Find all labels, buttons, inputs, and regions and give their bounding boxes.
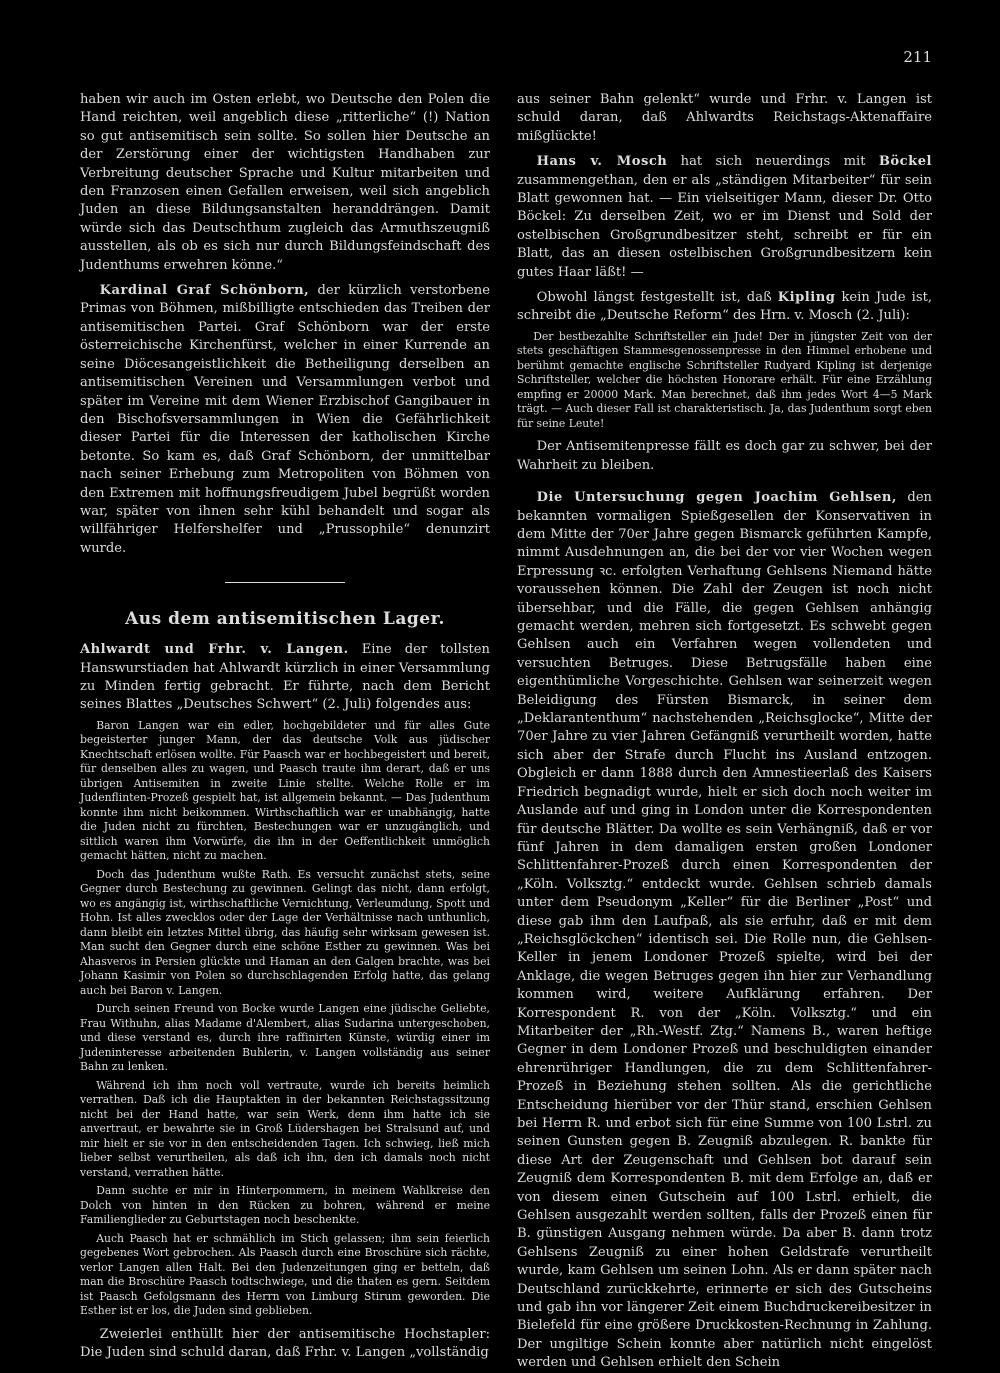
quote-paragraph: Auch Paasch hat er schmählich im Stich gelassen; ihm sein feierlich gegebenes Wort gebrochen. Als Paasch durch eine Broschüre sich rächte, verlor Langen allen Halt. Bei den Judenzeitungen ging er betteln, daß man die Broschüre Paasch todtschwiege, und die thaten es gern. Seitdem ist Paasch Gefolgsmann des Herrn von Limburg Stirum geworden. Die Esther ist er los, die Juden sind geblieben. bbox=[80, 1231, 490, 1318]
paragraph-text: kein Jude ist, schreibt die „Deutsche Reform“ des Hrn. v. Mosch (2. Juli): bbox=[517, 290, 932, 324]
paragraph-gehlsen bbox=[517, 489, 932, 1373]
left-column bbox=[80, 91, 490, 1363]
section-divider bbox=[225, 582, 345, 583]
section-title: Aus dem antisemitischen Lager. bbox=[125, 609, 445, 630]
quote-paragraph: Doch das Judenthum wußte Rath. Es versucht zunächst stets, seine Gegner durch Bestechung zu gewinnen. Gelingt das nicht, dann erfolgt, wo es angängig ist, wirthschaftliche Vernichtung, Verleumdung, Spott und Hohn. Ist alles zwecklos oder der Lage der Verhältnisse nach unthunlich, dann bleibt ein letztes Mittel übrig, das häufig sehr wirksam gewesen ist. Man sucht den Gegner durch eine schöne Esther zu gewinnen. Was bei Ahasveros in Persien glückte und Haman an den Galgen brachte, was bei Johann Kasimir von Polen so durchschlagenden Erfolg hatte, das gelang auch bei Baron v. Langen. bbox=[80, 867, 490, 997]
quote-paragraph: Baron Langen war ein edler, hochgebildeter und für alles Gute begeisterter junger Mann, der das deutsche Volk aus jüdischer Knechtschaft erlösen wollte. Für Paasch war er hochbegeistert und bereit, für denselben alles zu wagen, und Paasch traute ihm derart, daß er uns übrigen Antisemiten in zweite Linie stellte. Welche Rolle er im Judenflinten-Prozeß gespielt hat, ist allgemein bekannt. — Das Judenthum konnte ihm nicht beikommen. Wirthschaftlich war er unabhängig, hatte die Juden nicht zu fürchten, Bestechungen war er unzugänglich, und sittlich waren ihm Vorwürfe, die ihn in der Oeffentlichkeit unmöglich gemacht hätten, nicht zu machen. bbox=[80, 718, 490, 863]
lead-heading: Ahlwardt und Frhr. v. Langen. bbox=[80, 642, 349, 658]
paragraph-kipling bbox=[517, 289, 932, 326]
paragraph-text: hat sich neuerdings mit bbox=[667, 154, 879, 170]
lead-heading: Die Untersuchung gegen Joachim Gehlsen, bbox=[536, 490, 897, 506]
lead-name: Böckel bbox=[878, 154, 932, 170]
paragraph: aus seiner Bahn gelenkt“ wurde und Frhr. v. Langen ist schuld daran, daß Ahlwardts Reichstags-Aktenaffaire mißglückte! bbox=[517, 92, 932, 144]
lead-heading: Kardinal Graf Schönborn, bbox=[99, 283, 310, 299]
paragraph: Zweierlei enthüllt hier der antisemitische Hochstapler: Die Juden sind schuld daran, daß Frhr. v. Langen „vollständig bbox=[80, 1326, 490, 1361]
paragraph-text: den bekannten vormaligen Spießgesellen der Konservativen in dem Mitte der 70er Jahre gegen Bismarck geführten Kampfe, nimmt Ausdehnungen an, die bei der vor vier Wochen wegen Erpressung ꝛc. erfolgten Verhaftung Gehlsens Niemand hätte voraussehen können. Die Zahl der Zeugen ist noch nicht übersehbar, und die Fälle, die gegen Gehlsen anhängig gemacht werden, mehren sich fortgesetzt. Es schwebt gegen Gehlsen auch ein Verfahren wegen vollendeten und versuchten Betruges. Diese Betrugsfälle haben eine eigenthümliche Vorgeschichte. Gehlsen war seinerzeit wegen Beleidigung des Fürsten Bismarck, in seiner dem „Deklarantenthum“ nachstehenden „Reichsglocke“, Mitte der 70er Jahre zu vier Jahren Gefängniß verurtheilt worden, hatte sich aber der Strafe durch Flucht ins Ausland entzogen. Obgleich er dann 1888 durch den Amnestieerlaß des Kaisers Friedrich begnadigt wurde, hielt er sich doch noch weiter im Auslande auf und ging in London unter die Korrespondenten für deutsche Blätter. Da wollte es sein Verhängniß, daß er vor fünf Jahren in dem damaligen ersten großen Londoner Schlittenfahrer-Prozeß durch einen Korrespondenten der „Köln. Volksztg.“ entdeckt wurde. Gehlsen schrieb damals unter dem Pseudonym „Keller“ für die Berliner „Post“ und diese gab ihm den Laufpaß, als sie erfuhr, daß er mit dem „Reichsglöckchen“ identisch sei. Die Rolle nun, die Gehlsen-Keller in jenem Londoner Prozeß spielte, wird bei der Anklage, die wegen Betruges gegen ihn hier zur Verhandlung kommen wird, weitere Aufklärung erfahren. Der Korrespondent R. von der „Köln. Volksztg.“ und ein Mitarbeiter der „Rh.-Westf. Ztg.“ Namens B., waren heftige Gegner in dem Londoner Prozeß und beschuldigten einander ehrenrühriger Handlungen, die zu dem Schlittenfahrer-Prozeß in Beziehung stehen sollten. Als die gerichtliche Entscheidung hierüber vor der Thür stand, erschien Gehlsen bei Herrn R. und erbot sich für eine Summe von 100 Lstrl. zu seinen Gunsten gegen B. Zeugniß abzulegen. R. bankte für diese Art der Zeugenschaft und Gehlsen bot darauf sein Zeugniß dem Korrespondenten B. mit dem Erfolge an, daß er von diesem einen Gutschein auf 100 Lstrl. erhielt, die Gehlsen ausgezahlt werden sollten, falls der Prozeß einen für B. günstigen Ausgang nehmen würde. Da aber B. dann trotz Gehlsens Zeugniß zu einer hohen Geldstrafe verurtheilt wurde, kam Gehlsen um seinen Lohn. Als er dann später nach Deutschland zurückkehrte, erinnerte er sich des Gutscheins und gab ihn vor längerer Zeit einem Buchdruckereibesitzer in Bielefeld für eine größere Druckkosten-Rechnung in Zahlung. Der ungiltige Schein konnte aber natürlich nicht eingelöst werden und Gehlsen erhielt den Schein bbox=[517, 490, 932, 1371]
quote-paragraph: Der bestbezahlte Schriftsteller ein Jude! Der in jüngster Zeit von der stets geschäftigen Stammesgenossenpresse in den Himmel erhobene und berühmt gemachte englische Schriftsteller Rudyard Kipling ist derjenige Schriftsteller, welcher die höchsten Honorare erhält. Für eine Erzählung empfing er 20000 Mark. Man berechnet, daß ihm jedes Wort 4—5 Mark trägt. — Auch dieser Fall ist charakteristisch. Ja, das Judenthum sorgt eben für seine Leute! bbox=[517, 329, 932, 430]
quote-paragraph: Dann suchte er mir in Hinterpommern, in meinem Wahlkreise den Dolch von hinten in den Rücken zu bohren, während er meine Familienglieder zu Geburtstagen noch beschenkte. bbox=[80, 1184, 490, 1227]
paragraph: haben wir auch im Osten erlebt, wo Deutsche den Polen die Hand reichten, weil angeblich diese „ritterliche“ (!) Nation so gut antisemitisch sein sollte. So sollen hier Deutsche an der Zerstörung einer der wichtigsten Handhaben zur Verbreitung deutscher Sprache und Kultur mitarbeiten und den Franzosen einen Gefallen erweisen, weil sich angeblich Juden an diese Bildungsanstalten heranddrängen. Damit würde sich das Deutschthum zugleich das Armuthszeugniß ausstellen, als ob es sich nur durch Bildungsfeindschaft des Judenthums erwehren könne.“ bbox=[80, 92, 490, 273]
paragraph-mosch bbox=[517, 153, 932, 282]
paragraph-text: Obwohl längst festgestellt ist, daß bbox=[536, 290, 778, 306]
paragraph-text: zusammengethan, den er als „ständigen Mitarbeiter“ für sein Blatt gewonnen hat. — Ein vielseitiger Mann, dieser Dr. Otto Böckel: Zu derselben Zeit, wo er im Dienst und Sold der ostelbischen Großgrundbesitzer steht, schreibt er für ein Blatt, das an diesen ostelbischen Großgrundbesitzern kein gutes Haar läßt! — bbox=[517, 172, 932, 280]
paragraph-schoenborn bbox=[80, 282, 490, 558]
page-number: 211 bbox=[903, 48, 932, 66]
right-column bbox=[517, 91, 932, 1373]
paragraph-ahlwardt bbox=[80, 641, 490, 715]
quote-paragraph: Während ich ihm noch voll vertraute, wurde ich bereits heimlich verrathen. Daß ich die Hauptakten in der bekannten Reichstagssitzung nicht bei der Hand hatte, war sein Werk, denn ihm hatte ich sie anvertraut, er bewahrte sie in Groß Lüdershagen bei Stralsund auf, und mir hielt er sie vor in den entscheidenden Tagen. Ich schwieg, ließ mich lieber selbst verurtheilen, als daß ich ihn, den ich damals noch nicht verstand, verrathen hätte. bbox=[80, 1078, 490, 1179]
paragraph-text: der kürzlich verstorbene Primas von Böhmen, mißbilligte entschieden das Treiben der antisemitischen Partei. Graf Schönborn war der erste österreichische Kirchenfürst, welcher in einer Kurrende an seine Diöcesangeistlichkeit die Betheiligung derselben an antisemitischen Vereinen und Versammlungen verbot und später im Vereine mit dem Wiener Erzbischof Gangibauer in den Bischofsversammlungen in Wien die Gefährlichkeit dieser Partei für die Interessen der katholischen Kirche betonte. So kam es, daß Graf Schönborn, der unmittelbar nach seiner Erhebung zum Metropoliten von Böhmen von den Extremen mit hoffnungsfreudigem Jubel begrüßt worden war, später von ihnen sehr kühl behandelt und sogar als willfähriger Helfershelfer und „Prussophile“ denunzirt wurde. bbox=[80, 283, 490, 556]
paragraph-text: Eine der tollsten Hanswurstiaden hat Ahlwardt kürzlich in einer Versammlung zu Minden fertig gebracht. Er führte, nach dem Bericht seines Blattes „Deutsches Schwert“ (2. Juli) folgendes aus: bbox=[80, 642, 490, 713]
lead-name: Kipling bbox=[777, 290, 836, 306]
paragraph: Der Antisemitenpresse fällt es doch gar zu schwer, bei der Wahrheit zu bleiben. bbox=[517, 439, 932, 473]
lead-heading: Hans v. Mosch bbox=[536, 154, 668, 170]
quote-paragraph: Durch seinen Freund von Bocke wurde Langen eine jüdische Geliebte, Frau Withuhn, alias Madame d'Alembert, alias Sudarina untergeschoben, und diese verstand es, durch ihre raffinirten Künste, würdig einer im Judeninteresse arbeitenden Buhlerin, v. Langen vollständig aus seiner Bahn zu lenken. bbox=[80, 1002, 490, 1074]
